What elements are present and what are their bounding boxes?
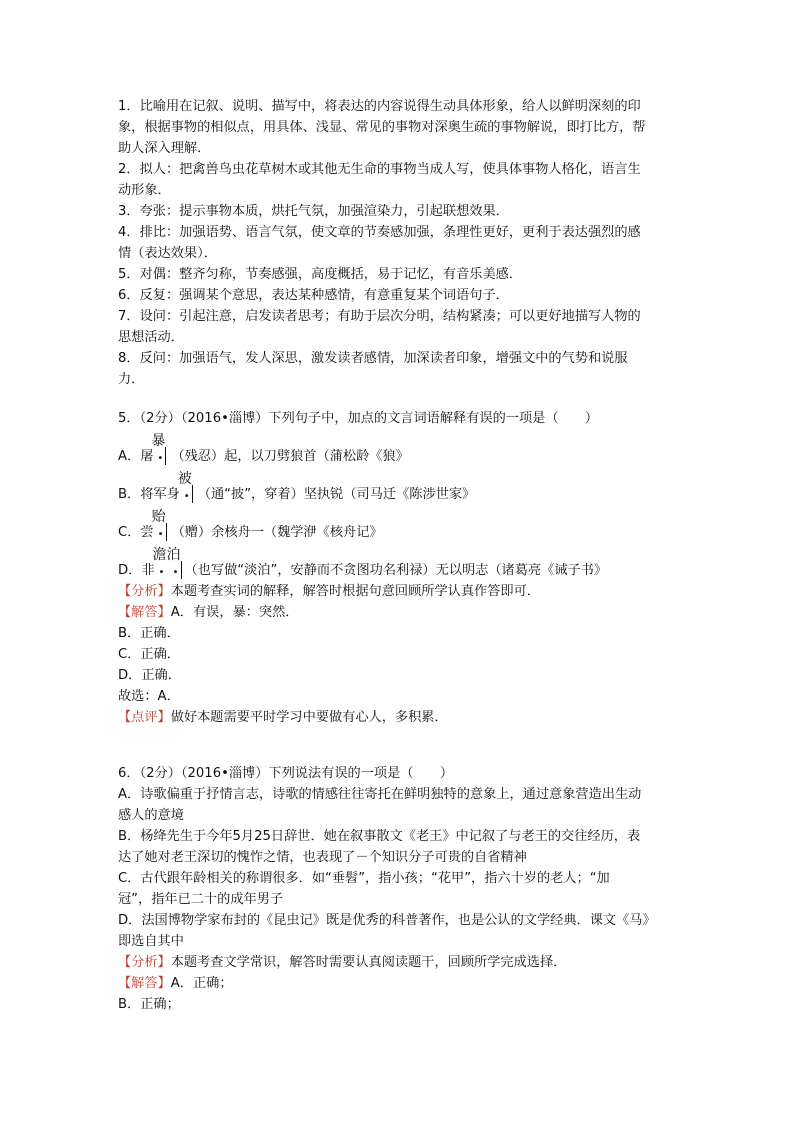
note-line: 象，根据事物的相似点，用具体、浅显、常见的事物对深奥生疏的事物解说，即打比方，帮 xyxy=(118,120,646,135)
annotated-character: 被 xyxy=(177,471,192,487)
option-prefix: C．尝 xyxy=(118,525,154,540)
note-line: 思想活动． xyxy=(118,330,184,345)
annotated-character: 贻 xyxy=(151,509,166,525)
dotted-word: 暴 • xyxy=(151,433,166,464)
answer-line: B．正确． xyxy=(118,626,180,641)
option-suffix: （也写做“淡泊”，安静而不贪图功名利禄）无以明志（诸葛亮《诫子书》 xyxy=(184,563,608,578)
analysis: 【分析】本题考查实词的解释，解答时根据句意回顾所学认真作答即可． xyxy=(118,584,540,599)
answer-line: 故选：A． xyxy=(118,689,180,704)
dotted-word: 贻 • xyxy=(151,509,166,540)
option-line: D．法国博物学家布封的《昆虫记》既是优秀的科普著作，也是公认的文学经典．课文《马》 xyxy=(118,913,656,928)
note-line: 2．拟人：把禽兽鸟虫花草树木或其他无生命的事物当成人写，使具体事物人格化，语言生 xyxy=(118,162,641,177)
option-a xyxy=(118,429,678,467)
note-line: 动形象． xyxy=(118,183,171,198)
question-6 xyxy=(118,763,678,1015)
note-line: 1．比喻用在记叙、说明、描写中，将表达的内容说得生动具体形象，给人以鲜明深刻的印 xyxy=(118,99,641,114)
answer-tag: 【解答】 xyxy=(118,976,171,991)
option-prefix: B．将军身 xyxy=(118,487,180,502)
note-line: 力． xyxy=(118,372,145,387)
option-line: B．杨绛先生于今年5月25日辞世．她在叙事散文《老王》中记叙了与老王的交往经历，表 xyxy=(118,829,641,844)
note-line: 情（表达效果）． xyxy=(118,246,217,261)
option-b xyxy=(118,467,678,505)
option-suffix: （通“披”，穿着）坚执锐（司马迁《陈涉世家》 xyxy=(197,487,476,502)
option-line: C．古代跟年龄相关的称谓很多．如“垂髫”，指小孩；“花甲”，指六十岁的老人；“加 xyxy=(118,871,610,886)
note-line: 7．设问：引起注意，启发读者思考；有助于层次分明，结构紧凑；可以更好地描写人物的 xyxy=(118,309,641,324)
option-prefix: D．非 xyxy=(118,563,155,578)
note-line: 6．反复：强调某个意思，表达某种感情，有意重复某个词语句子． xyxy=(118,288,509,303)
option-line: 达了她对老王深切的愧怍之情，也表现了－个知识分子可贵的自省精神 xyxy=(118,850,527,865)
note-line: 8．反问：加强语气，发人深思，激发读者感情，加深读者印象，增强文中的气势和说服 xyxy=(118,351,628,366)
note-line: 5．对偶：整齐匀称，节奏感强，高度概括，易于记忆，有音乐美感． xyxy=(118,267,523,282)
dotted-word: 澹泊 • • xyxy=(152,547,181,578)
note-line: 4．排比：加强语势、语言气氛，使文章的节奏感加强，条理性更好，更利于表达强烈的感 xyxy=(118,225,641,240)
answer-tag: 【解答】 xyxy=(118,605,171,620)
option-suffix: （残忍）起，以刀劈狼首（蒲松龄《狼》 xyxy=(171,449,409,464)
annotated-character: 暴 xyxy=(151,433,166,449)
question-stem: 6．（2分）（2016•淄博）下列说法有误的一项是（ ） xyxy=(118,766,454,781)
option-line: 冠”，指年已二十的成年男子 xyxy=(118,892,284,907)
option-prefix: A．屠 xyxy=(118,449,154,464)
question-stem: 5．（2分）（2016•淄博）下列句子中，加点的文言词语解释有误的一项是（ ） xyxy=(118,411,599,426)
comment: 【点评】做好本题需要平时学习中要做有心人，多积累． xyxy=(118,710,448,725)
option-suffix: （赠）余核舟一（魏学洢《核舟记》 xyxy=(171,525,383,540)
answer-line: B．正确； xyxy=(118,997,180,1012)
annotated-character: 澹泊 xyxy=(152,547,181,563)
option-line: 即选自其中 xyxy=(118,934,184,949)
comment-tag: 【点评】 xyxy=(118,710,171,725)
answer: 【解答】A．正确； xyxy=(118,976,233,991)
option-line: 感人的意境 xyxy=(118,808,184,823)
analysis: 【分析】本题考查文学常识，解答时需要认真阅读题干，回顾所学完成选择． xyxy=(118,955,567,970)
question-5 xyxy=(118,408,678,728)
dotted-word: 被 • xyxy=(177,471,192,502)
option-c xyxy=(118,505,678,543)
option-d xyxy=(118,543,678,581)
answer: 【解答】A．有误，暴：突然． xyxy=(118,605,299,620)
option-line: A．诗歌偏重于抒情言志，诗歌的情感往往寄托在鲜明独特的意象上，通过意象营造出生动 xyxy=(118,787,642,802)
answer-line: D．正确． xyxy=(118,668,181,683)
rhetoric-notes xyxy=(118,96,678,390)
note-line: 3．夸张：提示事物本质，烘托气氛，加强渲染力，引起联想效果． xyxy=(118,204,509,219)
answer-line: C．正确． xyxy=(118,647,180,662)
analysis-tag: 【分析】 xyxy=(118,955,171,970)
note-line: 助人深入理解． xyxy=(118,141,211,156)
analysis-tag: 【分析】 xyxy=(118,584,171,599)
